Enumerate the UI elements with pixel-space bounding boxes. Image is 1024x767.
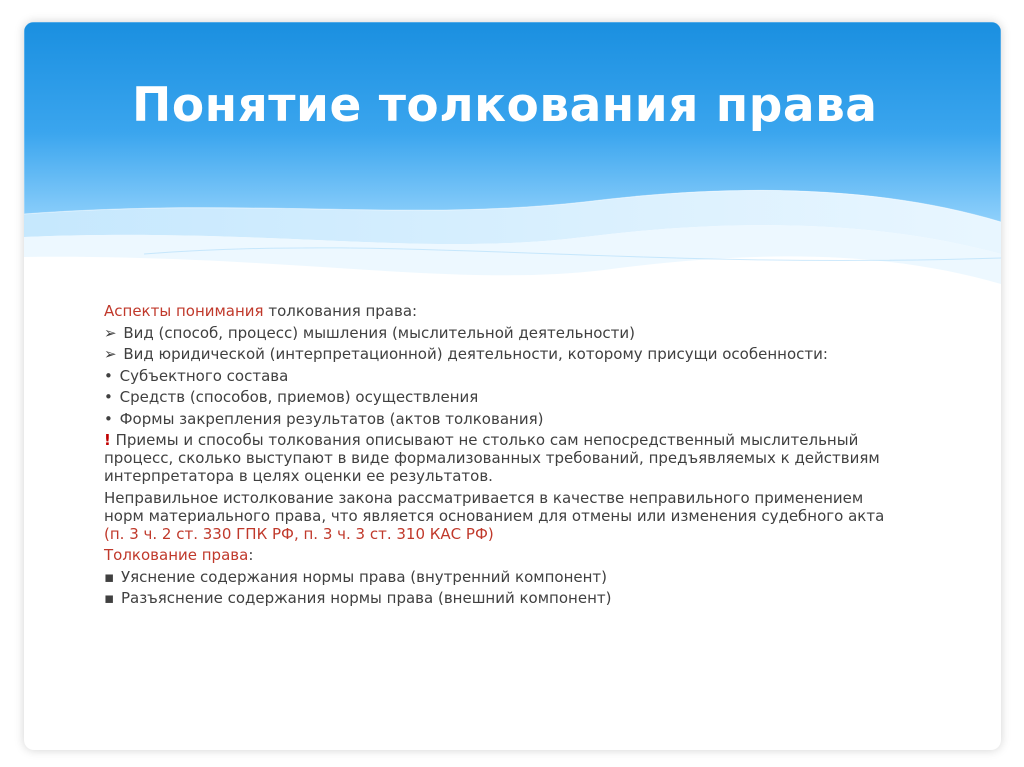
interpretation-heading-rest: :: [248, 546, 254, 564]
list-item-square-2: [104, 589, 904, 607]
list-item-text: Субъектного состава: [119, 366, 289, 385]
list-item-square-1: [104, 568, 904, 586]
exclamation-mark: !: [104, 431, 111, 449]
list-item-dot-2: [104, 388, 904, 406]
misinterpretation-text: Неправильное истолкование закона рассматривается в качестве неправильного применением норм материального права, что является основанием для отмены или изменения судебного акта: [104, 488, 885, 525]
header-wave-background: [24, 22, 1001, 322]
aspects-heading: [104, 302, 904, 320]
list-item-text: Разъяснение содержания нормы права (внешний компонент): [120, 589, 612, 607]
dot-bullet-icon: •: [104, 366, 113, 385]
square-bullet-icon: ▪: [104, 567, 115, 586]
list-item-text: Формы закрепления результатов (актов толкования): [119, 409, 544, 428]
misinterpretation-paragraph: [104, 489, 904, 543]
aspects-heading-rest: толкования права:: [263, 302, 418, 320]
list-item-text: Вид (способ, процесс) мышления (мыслительной деятельности): [123, 323, 636, 342]
arrow-bullet-icon: ➢: [104, 323, 117, 342]
arrow-bullet-icon: ➢: [104, 345, 117, 363]
list-item-text: Вид юридической (интерпретационной) деятельности, которому присущи особенности:: [123, 345, 828, 363]
note-paragraph: [104, 431, 904, 485]
slide: [24, 22, 1001, 750]
square-bullet-icon: ▪: [104, 589, 115, 607]
slide-title: Понятие толкования права: [132, 78, 878, 133]
list-item-text: Средств (способов, приемов) осуществления: [119, 388, 479, 406]
list-item-arrow-2: [104, 345, 904, 363]
aspects-heading-highlight: Аспекты понимания: [104, 302, 264, 320]
list-item-arrow-1: [104, 324, 904, 342]
dot-bullet-icon: •: [104, 409, 113, 428]
dot-bullet-icon: •: [104, 388, 113, 406]
list-item-text: Уяснение содержания нормы права (внутренний компонент): [120, 567, 608, 586]
law-reference: (п. 3 ч. 2 ст. 330 ГПК РФ, п. 3 ч. 3 ст. 310 КАС РФ): [104, 524, 494, 543]
list-item-dot-1: [104, 367, 904, 385]
note-text: Приемы и способы толкования описывают не столько сам непосредственный мыслительный процесс, сколько выступают в виде формализованных требований, предъявляемых к действиям интерпретатора в целях оценки ее результатов.: [104, 431, 880, 485]
interpretation-heading-highlight: Толкование права: [104, 546, 249, 564]
slide-content: [104, 302, 904, 611]
list-item-dot-3: [104, 410, 904, 428]
interpretation-heading: [104, 546, 904, 564]
